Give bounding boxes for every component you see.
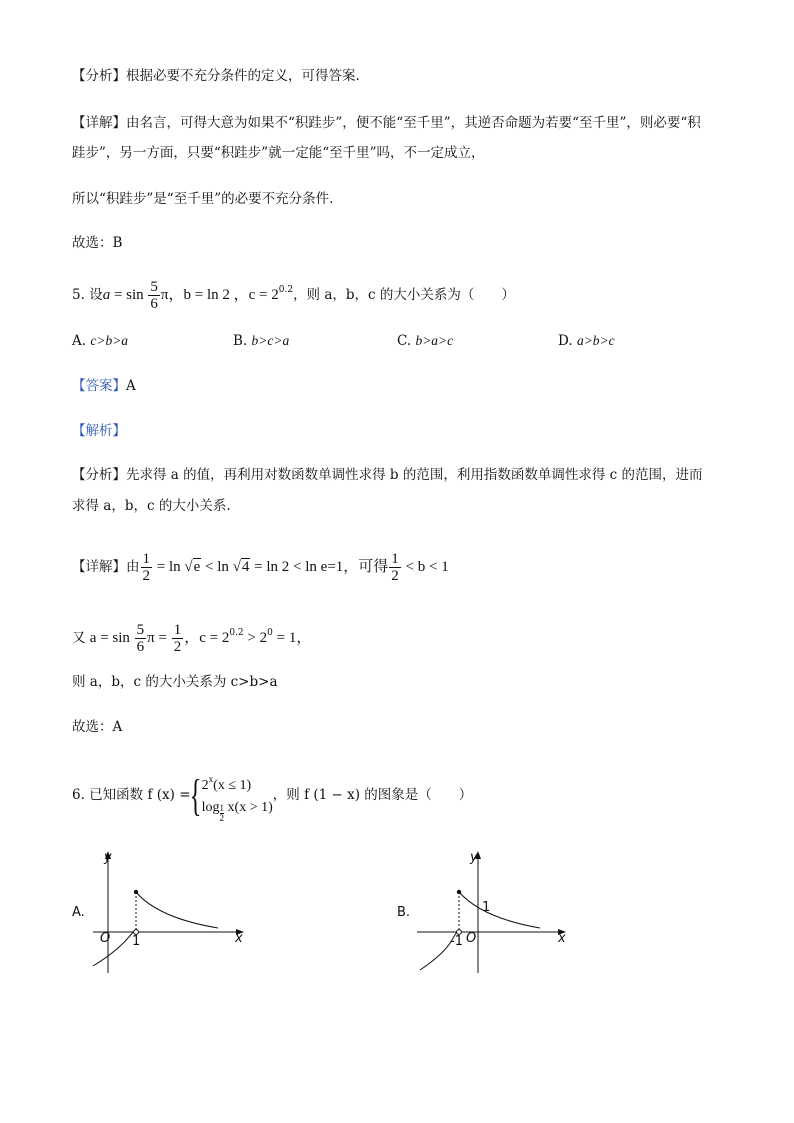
fraction-numerator: 5 bbox=[150, 279, 158, 295]
q5-analysis-line2: 求得 a，b，c 的大小关系. bbox=[72, 498, 231, 514]
ln-part1: = ln bbox=[153, 559, 185, 575]
case2-log: log bbox=[201, 800, 220, 815]
case-2 bbox=[202, 797, 273, 823]
case2-rest: x(x > 1) bbox=[227, 800, 273, 815]
graph-a-tick-1: 1 bbox=[132, 934, 141, 949]
q5-analysis-text1: 先求得 a 的值，再利用对数函数单调性求得 b 的范围，利用指数函数单调性求得 c 的范围，进而 bbox=[126, 467, 703, 483]
zero-exp: 0 bbox=[267, 628, 273, 638]
jiexi-tag: 【解析】 bbox=[72, 423, 126, 439]
graph-b-label: B. bbox=[397, 905, 411, 920]
option-b-text: b>c>a bbox=[251, 333, 290, 348]
log-base-n: 1 bbox=[219, 803, 225, 813]
half2-numerator: 1 bbox=[391, 551, 399, 567]
a-sin: a = sin bbox=[89, 630, 134, 646]
detail-tail: < b < 1 bbox=[401, 559, 449, 575]
graph-a-y-label: y bbox=[104, 850, 112, 865]
option-b-label: B. bbox=[233, 333, 248, 349]
q5-detail-tag: 【详解】 bbox=[72, 559, 126, 575]
q5-detail-you: 由 bbox=[126, 559, 140, 575]
q5-conclusion: 则 a，b，c 的大小关系为 c>b>a bbox=[72, 674, 278, 690]
fraction-half-2 bbox=[389, 551, 401, 584]
option-c-label: C. bbox=[397, 333, 412, 349]
analysis-tag: 【分析】 bbox=[72, 68, 126, 84]
equals: = bbox=[154, 630, 171, 646]
option-a-label: A. bbox=[72, 333, 87, 349]
detail-tag: 【详解】 bbox=[72, 115, 126, 131]
fraction-half bbox=[141, 551, 153, 584]
gt-part: > 2 bbox=[243, 630, 268, 646]
question-5-intro: 设 bbox=[89, 287, 103, 303]
fraction-denominator: 6 bbox=[150, 296, 158, 312]
question-6-number: 6. bbox=[72, 787, 85, 803]
graph-a bbox=[88, 848, 258, 978]
question-6-tail: ，则 f (1 − x) 的图象是（ ） bbox=[272, 787, 473, 803]
end-part: = 1， bbox=[272, 630, 312, 646]
detail-paragraph-line2 bbox=[72, 143, 734, 163]
case1-base: 2 bbox=[201, 778, 209, 793]
ln-part3: = ln 2 < ln e=1，可得 bbox=[250, 559, 389, 575]
piecewise-cases bbox=[202, 768, 273, 823]
analysis-paragraph bbox=[72, 66, 734, 86]
sqrt-4: 4 bbox=[241, 559, 250, 575]
half-numerator: 1 bbox=[142, 551, 150, 567]
sqrt-e: e bbox=[193, 559, 201, 575]
graph-b-tick-1: 1 bbox=[482, 900, 491, 915]
c-part: ，c = 2 bbox=[184, 630, 230, 646]
fraction-5-6 bbox=[148, 279, 160, 312]
answer-line bbox=[72, 376, 734, 396]
q5-analysis-tag: 【分析】 bbox=[72, 467, 126, 483]
graph-b-tick-neg1: -1 bbox=[450, 934, 463, 949]
question-5-tail: ，则 a，b，c 的大小关系为（ ） bbox=[293, 287, 515, 303]
graph-b-origin: O bbox=[466, 931, 477, 946]
half3-denominator: 2 bbox=[173, 639, 182, 655]
fraction-5-6-b bbox=[135, 622, 147, 655]
choice-text: 故选：B bbox=[72, 235, 123, 251]
q5-detail-line2 bbox=[72, 614, 734, 657]
question-5 bbox=[72, 272, 734, 313]
q5-choose: 故选：A bbox=[72, 719, 123, 735]
detail-paragraph-line1 bbox=[72, 113, 734, 133]
question-5-number: 5. bbox=[72, 287, 85, 303]
graph-b-y-label: y bbox=[470, 850, 478, 865]
option-d-text: a>b>c bbox=[576, 333, 615, 348]
case1-cond: (x ≤ 1) bbox=[213, 778, 252, 793]
half2-denominator: 2 bbox=[391, 568, 399, 584]
answer-value: A bbox=[126, 378, 136, 394]
q5-detail-line1: 【详解】由 $\frac{1}{2}$ = ln √e < ln √4 = ln 2 < ln e=1，可得 $\frac{1}{2}$ < b < 1 bbox=[72, 551, 449, 584]
ln-part2: < ln bbox=[201, 559, 233, 575]
half-denominator: 2 bbox=[142, 568, 150, 584]
question-6-intro: 已知函数 f (x) = bbox=[89, 787, 191, 803]
answer-tag: 【答案】 bbox=[72, 378, 126, 394]
case1-exp: x bbox=[208, 774, 214, 784]
detail-text-line2: 跬步”，另一方面，只要“积跬步”就一定能“至千里”吗，不一定成立， bbox=[72, 145, 485, 161]
graph-a-x-label: x bbox=[235, 931, 243, 946]
option-c-text: b>a>c bbox=[415, 333, 454, 348]
graph-b-x-label: x bbox=[558, 931, 566, 946]
option-a-text: c>b>a bbox=[90, 333, 129, 348]
question-5-eq: = sin bbox=[110, 287, 148, 303]
graph-a-label: A. bbox=[72, 905, 85, 920]
question-6: 6. 已知函数 f (x) ={ $2^x(x \le 1)$ log $\frac{1}{2}$ x(x > 1) ，则 f (1 − x) 的图象是（ ） bbox=[72, 766, 734, 824]
fraction-half-3 bbox=[172, 622, 184, 655]
graph-a-right-curve bbox=[136, 892, 218, 928]
half3-numerator: 1 bbox=[173, 622, 182, 638]
exponent-0.2: 0.2 bbox=[278, 285, 294, 295]
frac2-denominator: 6 bbox=[136, 639, 145, 655]
option-b bbox=[233, 333, 289, 349]
graph-b-right-curve bbox=[459, 892, 540, 928]
pi-symbol-2: π bbox=[147, 630, 155, 646]
frac2-numerator: 5 bbox=[136, 622, 145, 638]
option-d-label: D. bbox=[558, 333, 573, 349]
log-base-d: 2 bbox=[219, 813, 225, 823]
option-a bbox=[72, 333, 128, 349]
option-c bbox=[397, 333, 453, 349]
graph-b bbox=[412, 848, 582, 978]
detail-text-line1: 由名言，可得大意为如果不“积跬步”，便不能“至千里”，其逆否命题为若要“至千里”，则必要“积 bbox=[126, 115, 701, 131]
c-exp: 0.2 bbox=[229, 628, 244, 638]
jiexi-line bbox=[72, 421, 734, 441]
question-5-a: a bbox=[102, 287, 111, 303]
you-text: 又 bbox=[72, 630, 90, 646]
graph-a-origin: O bbox=[100, 931, 111, 946]
conclusion-text: 所以“积跬步”是“至千里”的必要不充分条件. bbox=[72, 191, 334, 207]
analysis-text: 根据必要不充分条件的定义，可得答案. bbox=[126, 68, 360, 84]
case-1 bbox=[202, 768, 273, 797]
question-5-b-part: ，b = ln 2 ，c = 2 bbox=[168, 287, 279, 303]
pi-symbol: π bbox=[160, 287, 169, 303]
q5-analysis-line1 bbox=[72, 465, 734, 485]
option-d bbox=[558, 333, 615, 349]
